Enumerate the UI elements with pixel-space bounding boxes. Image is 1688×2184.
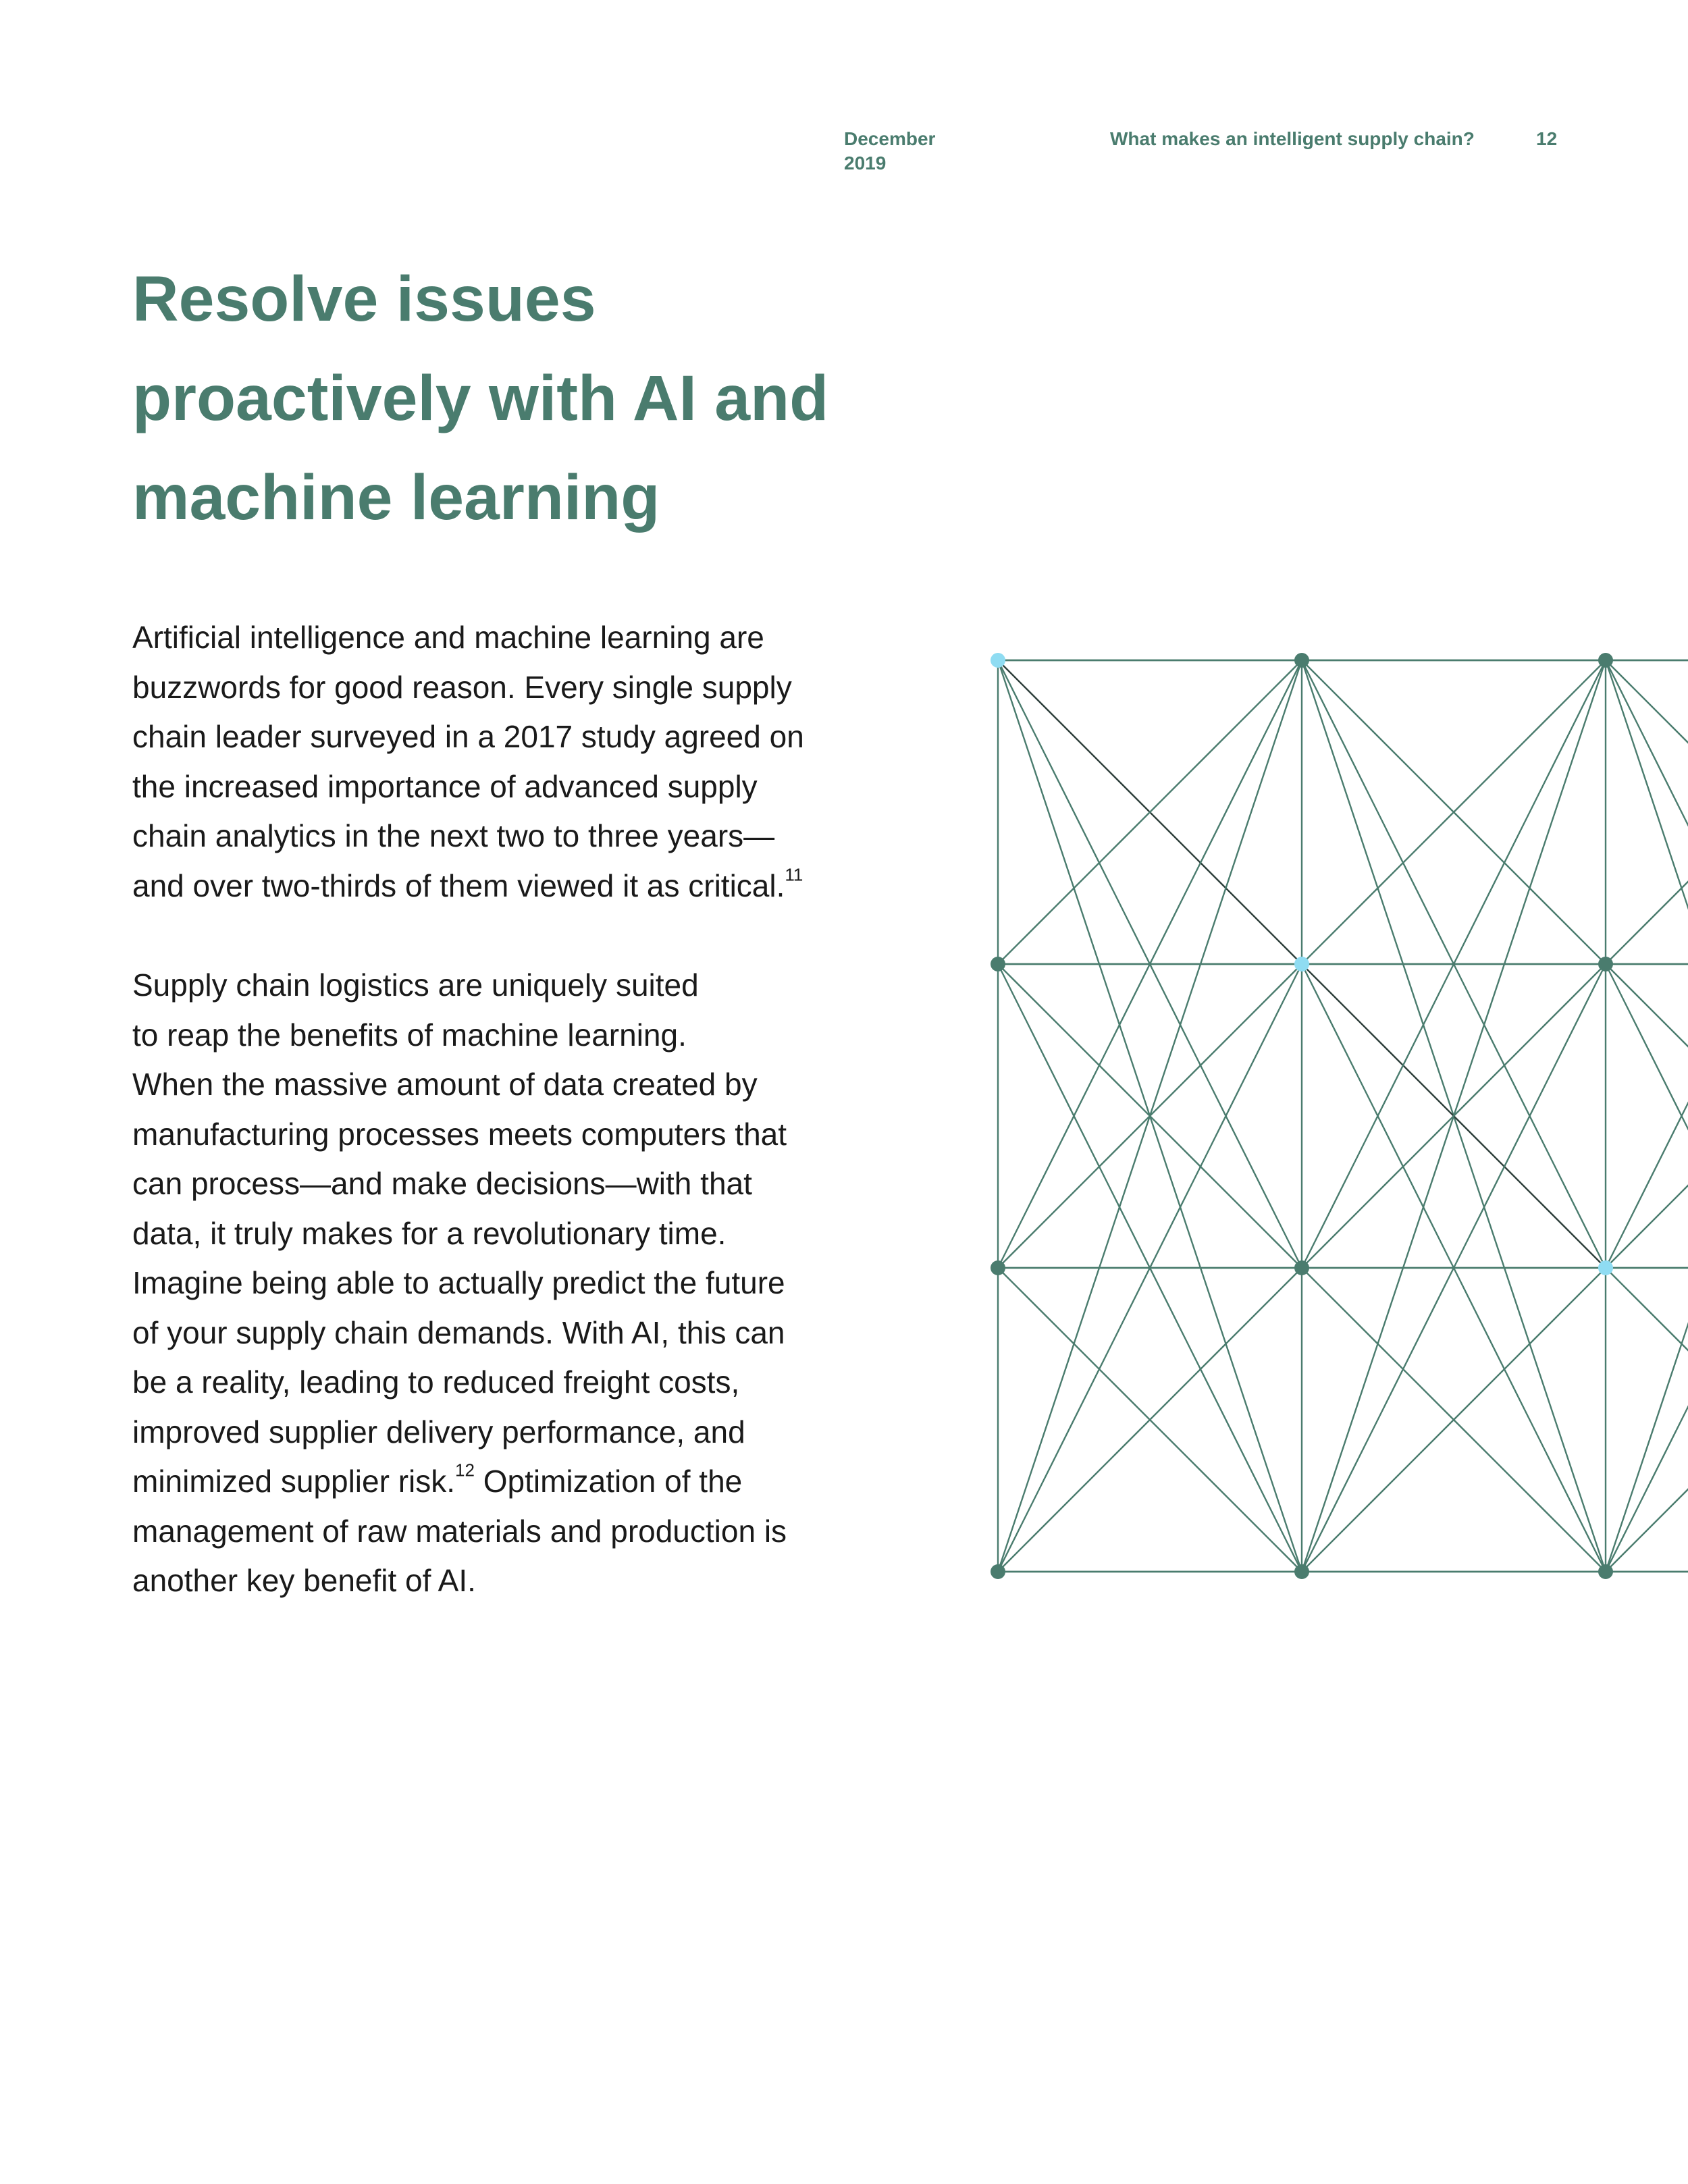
network-node — [1294, 653, 1309, 668]
paragraph-line: Supply chain logistics are uniquely suited — [132, 967, 699, 1003]
network-node-highlighted — [1598, 1260, 1613, 1275]
network-node-highlighted — [991, 653, 1005, 668]
paragraph-line: When the massive amount of data created by — [132, 1067, 758, 1102]
page-title-line: proactively with AI and — [132, 363, 829, 434]
paragraph-line: manufacturing processes meets computers that — [132, 1116, 787, 1152]
network-connection — [1606, 660, 1688, 964]
network-node — [991, 1564, 1005, 1579]
network-node — [1294, 1260, 1309, 1275]
paragraph-line: to reap the benefits of machine learning. — [132, 1017, 687, 1053]
paragraph-line: Imagine being able to actually predict the future — [132, 1265, 785, 1300]
network-connection — [1606, 660, 1688, 964]
paragraph-line — [132, 861, 862, 911]
paragraph-line: data, it truly makes for a revolutionary time. — [132, 1215, 727, 1251]
paragraph-line: the increased importance of advanced supply — [132, 768, 758, 804]
paragraph-line-text: Optimization of the — [474, 1464, 743, 1499]
header-date: December 2019 — [844, 128, 936, 174]
paragraph-line: be a reality, leading to reduced freight costs, — [132, 1364, 740, 1400]
paragraph-line-text: minimized supplier risk. — [132, 1464, 456, 1499]
network-connections — [998, 660, 1688, 1572]
paragraph-line — [132, 1457, 862, 1507]
paragraph-line: buzzwords for good reason. Every single supply — [132, 669, 792, 705]
network-connection — [1606, 964, 1688, 1268]
footnote-marker: 12 — [455, 1460, 475, 1481]
network-node — [1598, 957, 1613, 971]
network-node — [1598, 1564, 1613, 1579]
paragraph-line: chain analytics in the next two to three years— — [132, 818, 775, 853]
paragraph-line: another key benefit of AI. — [132, 1563, 476, 1598]
network-node — [1598, 653, 1613, 668]
network-connection — [1606, 660, 1688, 1572]
paragraph-line-text: and over two-thirds of them viewed it as critical. — [132, 868, 785, 903]
network-nodes — [991, 653, 1688, 1579]
paragraph-line: management of raw materials and production is — [132, 1513, 787, 1549]
network-node — [991, 957, 1005, 971]
network-connection — [1606, 1268, 1688, 1572]
page-title-line: machine learning — [132, 462, 660, 533]
paragraph-line: Artificial intelligence and machine learning are — [132, 620, 764, 655]
paragraph-line: improved supplier delivery performance, and — [132, 1414, 745, 1449]
page-title-line: Resolve issues — [132, 263, 596, 335]
network-connection — [1606, 1268, 1688, 1572]
paragraph-line: can process—and make decisions—with that — [132, 1166, 752, 1201]
paragraph-line: chain leader surveyed in a 2017 study agreed on — [132, 719, 804, 754]
ml-paragraph — [132, 961, 862, 1606]
neural-network-illustration — [945, 608, 1688, 1607]
intro-paragraph — [132, 613, 862, 911]
network-node — [991, 1260, 1005, 1275]
network-connection — [1606, 660, 1688, 1572]
paragraph-line: of your supply chain demands. With AI, this can — [132, 1314, 785, 1350]
header-page-number: 12 — [1536, 128, 1558, 149]
page-title — [132, 250, 909, 548]
network-node — [1294, 1564, 1309, 1579]
network-node-highlighted — [1294, 957, 1309, 971]
footnote-marker: 11 — [785, 864, 803, 885]
network-connection — [1606, 964, 1688, 1268]
header-document-title: What makes an intelligent supply chain? — [1110, 128, 1475, 149]
